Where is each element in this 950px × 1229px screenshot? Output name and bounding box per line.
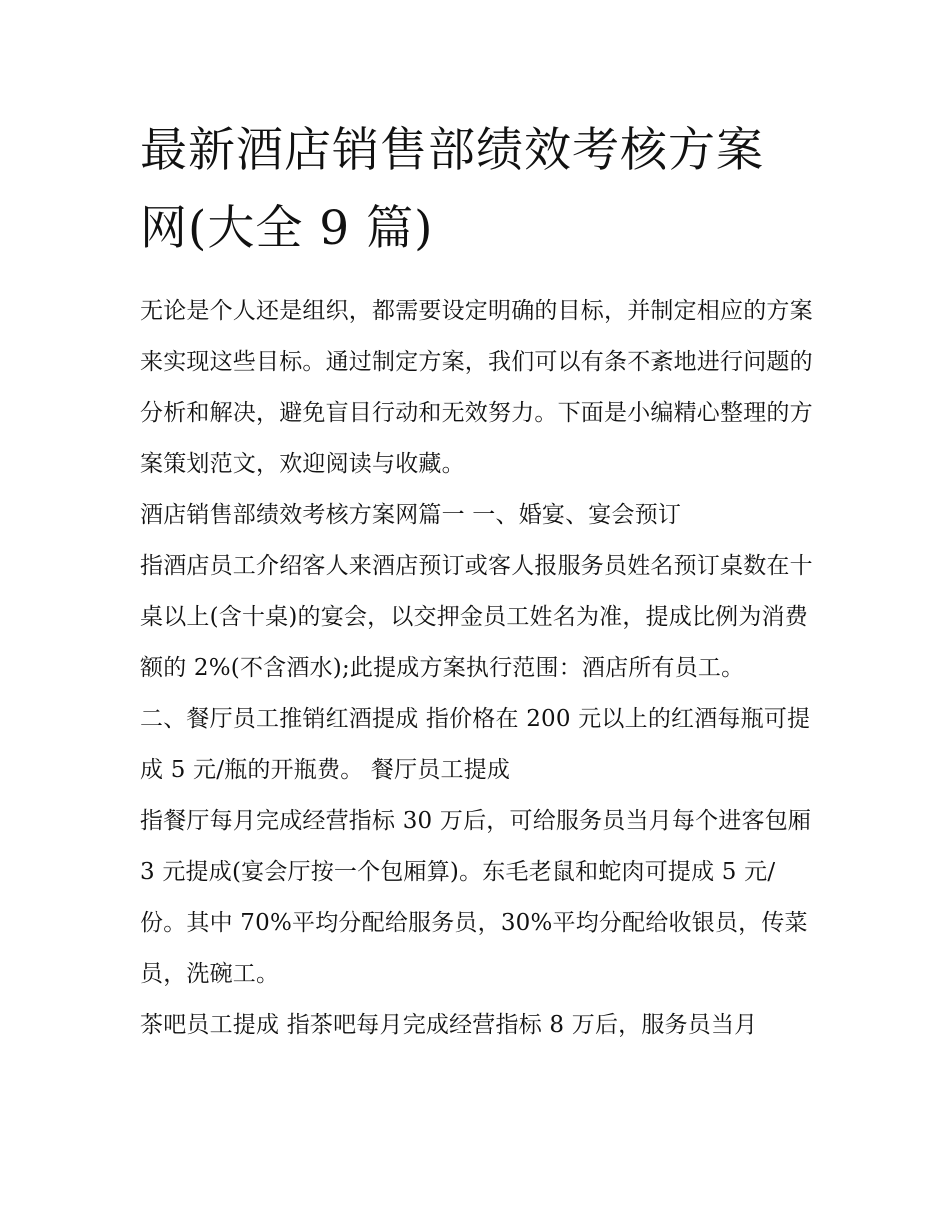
paragraph-tea-bar: 茶吧员工提成 指茶吧每月完成经营指标 8 万后，服务员当月 [140,1012,758,1038]
document-page [140,112,820,1051]
document-body [140,286,820,1051]
paragraph-section-2: 二、餐厅员工推销红酒提成 指价格在 200 元以上的红酒每瓶可提成 5 元/瓶的开瓶费。 餐厅员工提成 [140,706,811,783]
title-line-2: 网(大全 9 篇) [140,201,434,256]
paragraph-section-2-body: 指餐厅每月完成经营指标 30 万后，可给服务员当月每个进客包厢 3 元提成(宴会厅按一个包厢算)。东毛老鼠和蛇肉可提成 5 元/份。其中 70%平均分配给服务员，30%平均分配给收银员，传菜员，洗碗工。 [140,808,812,987]
paragraph-intro: 无论是个人还是组织，都需要设定明确的目标，并制定相应的方案来实现这些目标。通过制定方案，我们可以有条不紊地进行问题的分析和解决，避免盲目行动和无效努力。下面是小编精心整理的方案策划范文，欢迎阅读与收藏。 [140,298,813,477]
document-title [140,112,820,268]
paragraph-section-1-body: 指酒店员工介绍客人来酒店预订或客人报服务员姓名预订桌数在十桌以上(含十桌)的宴会，以交押金员工姓名为准，提成比例为消费额的 2%(不含酒水);此提成方案执行范围：酒店所有员工。 [140,553,813,681]
title-line-1: 最新酒店销售部绩效考核方案 [140,123,764,178]
paragraph-section-1-heading: 酒店销售部绩效考核方案网篇一 一、婚宴、宴会预订 [140,502,682,528]
